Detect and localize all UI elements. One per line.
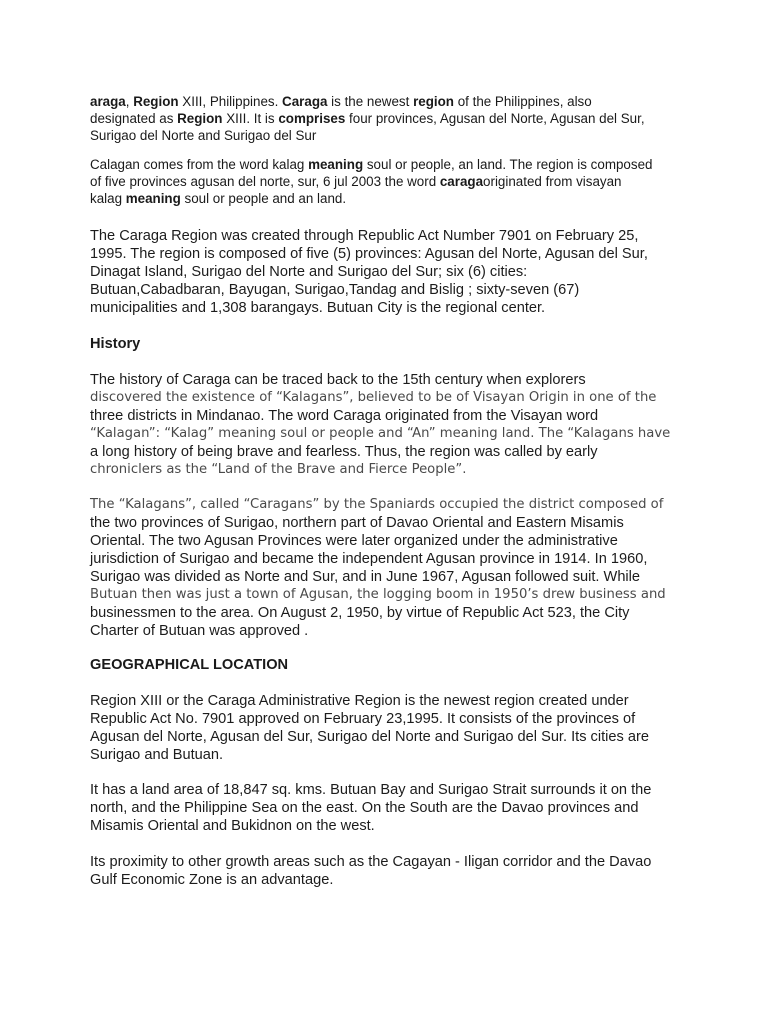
text-line: araga, Region XIII, Philippines. Caraga is the newest region of the Philippines, also <box>90 94 592 109</box>
text-line: kalag meaning soul or people and an land. <box>90 191 347 206</box>
text-line: Calagan comes from the word kalag meaning soul or people, an land. The region is composed <box>90 157 653 172</box>
text-line: of five provinces agusan del norte, sur, 6 jul 2003 the word caragaoriginated from visayan <box>90 174 622 189</box>
text-line: 1995. The region is composed of five (5) provinces: Agusan del Norte, Agusan del Sur, <box>90 246 648 262</box>
text-line: Surigao was divided as Norte and Sur, and in June 1967, Agusan followed suit. While <box>90 569 641 585</box>
text-line: Agusan del Norte, Agusan del Sur, Surigao del Norte and Surigao del Sur. Its cities are <box>90 729 649 745</box>
text-line: Oriental. The two Agusan Provinces were later organized under the administrative <box>90 533 618 549</box>
paragraph-region-xiii <box>90 692 690 764</box>
text-line: Its proximity to other growth areas such as the Cagayan - Iligan corridor and the Davao <box>90 854 652 870</box>
text-line: Surigao and Butuan. <box>90 747 224 763</box>
text-line: The Caraga Region was created through Republic Act Number 7901 on February 25, <box>90 228 639 244</box>
text-line: chroniclers as the “Land of the Brave and Fierce People”. <box>90 462 467 477</box>
paragraph-intro <box>90 93 690 144</box>
text-line: Butuan then was just a town of Agusan, the logging boom in 1950’s drew business and <box>90 587 666 602</box>
text-line: a long history of being brave and fearless. Thus, the region was called by early <box>90 444 598 460</box>
text-line: The history of Caraga can be traced back to the 15th century when explorers <box>90 372 586 388</box>
paragraph-land-area <box>90 781 690 835</box>
text-line: Misamis Oriental and Bukidnon on the west. <box>90 818 375 834</box>
paragraph-kalagans <box>90 496 690 640</box>
text-line: north, and the Philippine Sea on the east. On the South are the Davao provinces and <box>90 800 639 816</box>
geographical-location-heading: GEOGRAPHICAL LOCATION <box>90 657 289 673</box>
text-line: discovered the existence of “Kalagans”, believed to be of Visayan Origin in one of the <box>90 390 657 405</box>
text-line: Surigao del Norte and Surigao del Sur <box>90 128 317 143</box>
text-line: The “Kalagans”, called “Caragans” by the Spaniards occupied the district composed of <box>90 497 664 512</box>
text-line: the two provinces of Surigao, northern part of Davao Oriental and Eastern Misamis <box>90 515 624 531</box>
text-line: designated as Region XIII. It is comprises four provinces, Agusan del Norte, Agusan del Sur, <box>90 111 645 126</box>
text-line: It has a land area of 18,847 sq. kms. Butuan Bay and Surigao Strait surrounds it on the <box>90 782 652 798</box>
text-line: Gulf Economic Zone is an advantage. <box>90 872 334 888</box>
text-line: “Kalagan”: “Kalag” meaning soul or people and “An” meaning land. The “Kalagans have <box>90 426 671 441</box>
text-line: three districts in Mindanao. The word Caraga originated from the Visayan word <box>90 408 599 424</box>
paragraph-proximity <box>90 853 690 889</box>
text-line: Region XIII or the Caraga Administrative Region is the newest region created under <box>90 693 629 709</box>
text-line: Butuan,Cabadbaran, Bayugan, Surigao,Tandag and Bislig ; sixty-seven (67) <box>90 282 580 298</box>
text-line: Charter of Butuan was approved . <box>90 623 309 639</box>
text-line: businessmen to the area. On August 2, 1950, by virtue of Republic Act 523, the City <box>90 605 630 621</box>
paragraph-creation <box>90 227 690 317</box>
history-heading: History <box>90 336 141 352</box>
paragraph-history <box>90 371 690 479</box>
text-line: Republic Act No. 7901 approved on February 23,1995. It consists of the provinces of <box>90 711 636 727</box>
paragraph-calagan <box>90 156 690 207</box>
text-line: Dinagat Island, Surigao del Norte and Surigao del Sur; six (6) cities: <box>90 264 528 280</box>
text-line: jurisdiction of Surigao and became the independent Agusan province in 1914. In 1960, <box>90 551 648 567</box>
text-line: municipalities and 1,308 barangays. Butuan City is the regional center. <box>90 300 546 316</box>
